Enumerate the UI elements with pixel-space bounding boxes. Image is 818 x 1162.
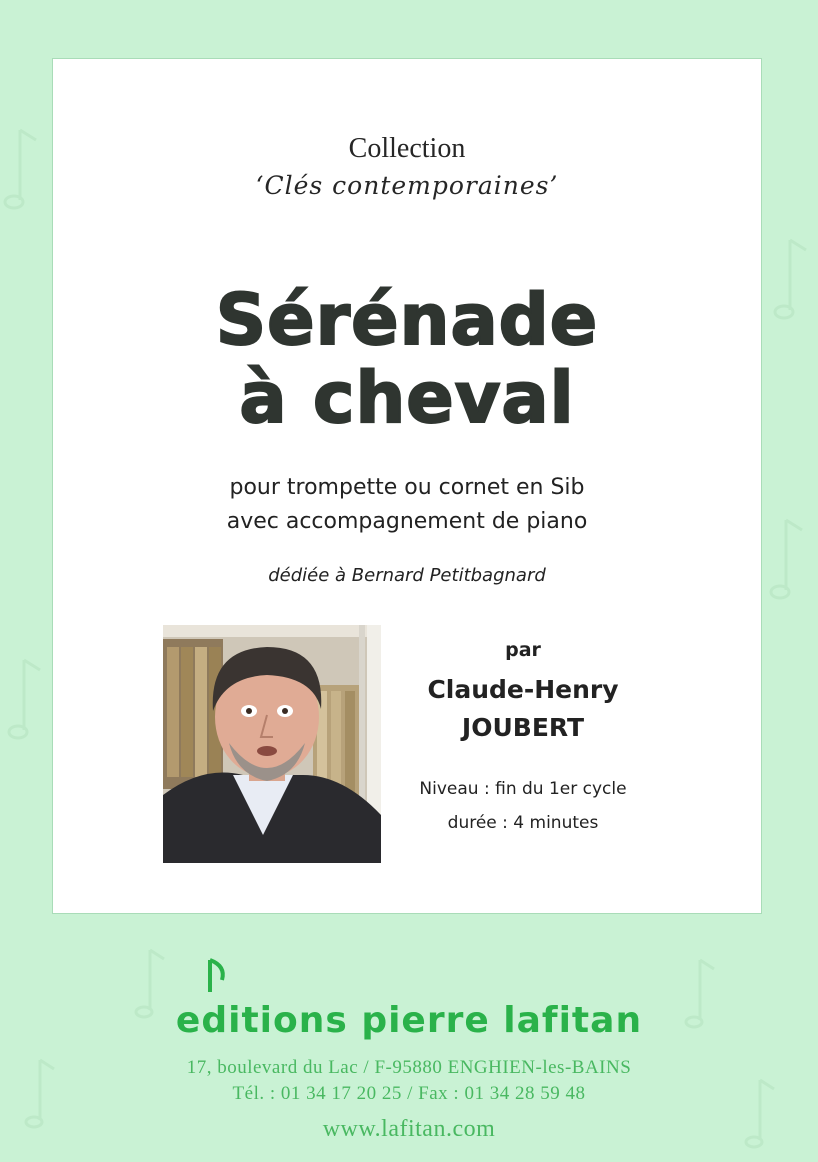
publisher-phone-fax: Tél. : 01 34 17 20 25 / Fax : 01 34 28 59 48	[232, 1083, 586, 1104]
author-last-name: JOUBERT	[461, 713, 585, 742]
composer-portrait-illustration	[163, 625, 381, 863]
publisher-address: 17, boulevard du Lac / F-95880 ENGHIEN-les-BAINS	[186, 1057, 632, 1078]
dedication: dédiée à Bernard Petitbagnard	[268, 565, 546, 586]
duration: durée : 4 minutes	[447, 813, 599, 833]
author-first-name: Claude-Henry	[427, 675, 619, 704]
collection-label: Collection	[348, 133, 466, 164]
collection-name: ‘Clés contemporaines’	[255, 171, 559, 200]
title-line-1: Sérénade	[215, 279, 599, 361]
title-card	[52, 58, 762, 914]
by-label: par	[505, 639, 541, 661]
instrumentation-line-2: avec accompagnement de piano	[226, 509, 588, 534]
instrumentation-line-1: pour trompette ou cornet en Sib	[229, 475, 585, 500]
composer-photo	[163, 625, 381, 863]
title-line-2: à cheval	[239, 357, 575, 439]
publisher-website: www.lafitan.com	[322, 1116, 496, 1142]
publisher-name: editions pierre lafitan	[175, 1000, 643, 1041]
difficulty-level: Niveau : fin du 1er cycle	[419, 779, 627, 799]
